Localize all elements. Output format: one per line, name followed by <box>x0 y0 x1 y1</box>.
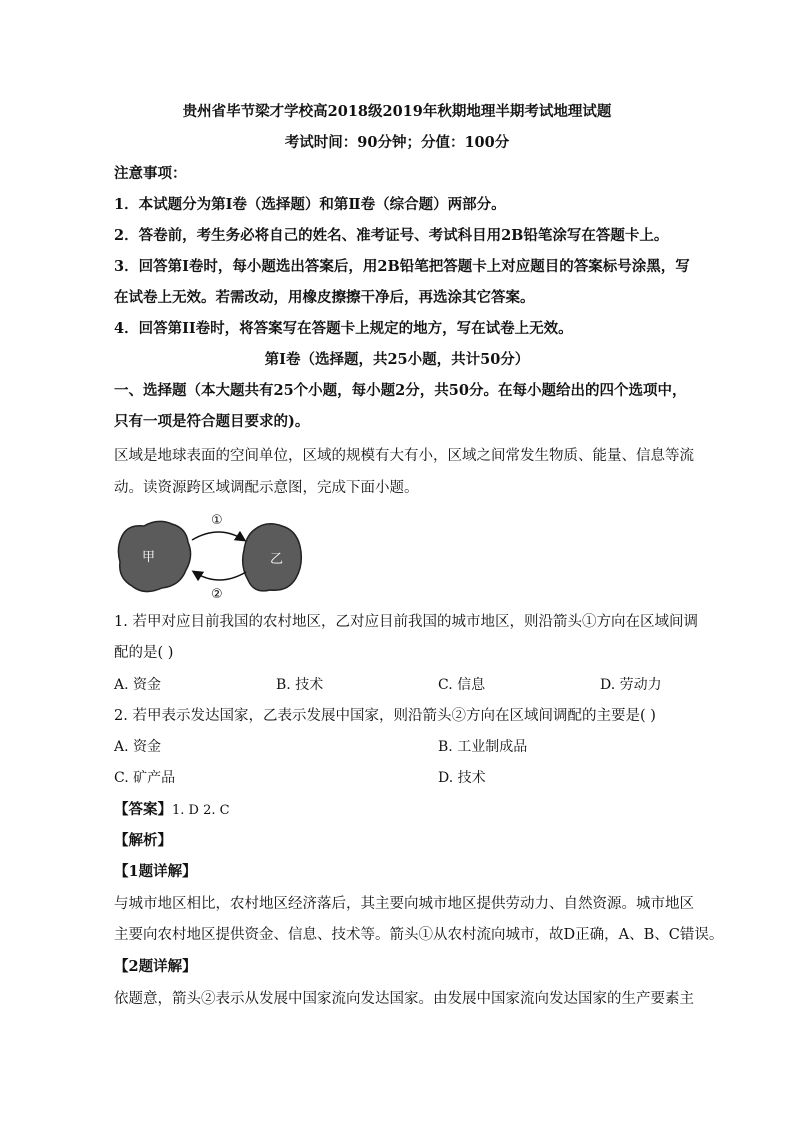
notes-heading: 注意事项： <box>114 165 187 182</box>
exam-subtitle: 考试时间：90分钟；分值：100分 <box>284 134 510 151</box>
arrow-1-label: ① <box>211 513 223 528</box>
question-2-option-c: C. 矿产品 <box>114 770 176 786</box>
intro-line-2: 动。读资源跨区域调配示意图，完成下面小题。 <box>114 480 419 496</box>
arrow-2 <box>194 572 246 580</box>
question-2-option-a: A. 资金 <box>114 739 162 755</box>
question-1-option-b: B. 技术 <box>276 677 324 693</box>
question-1-option-a: A. 资金 <box>114 677 162 693</box>
answer-label: 【答案】 <box>114 801 172 818</box>
section-heading-line-1: 一、选择题（本大题共有25个小题，每小题2分，共50分。在每小题给出的四个选项中， <box>114 382 687 399</box>
question-2-option-d: D. 技术 <box>438 770 486 786</box>
note-item-2: 2．答卷前，考生务必将自己的姓名、准考证号、考试科目用2B铅笔涂写在答题卡上。 <box>114 227 669 244</box>
answer-values: 1. D 2. C <box>172 803 230 818</box>
note-item-3-line-1: 3．回答第Ⅰ卷时，每小题选出答案后，用2B铅笔把答题卡上对应题目的答案标号涂黑，写 <box>114 258 690 275</box>
note-item-3-line-2: 在试卷上无效。若需改动，用橡皮擦擦干净后，再选涂其它答案。 <box>114 289 535 306</box>
note-item-1: 1．本试题分为第Ⅰ卷（选择题）和第Ⅱ卷（综合题）两部分。 <box>114 196 506 213</box>
analysis-label: 【解析】 <box>114 832 172 849</box>
arrow-2-label: ② <box>211 587 223 602</box>
section-title: 第Ⅰ卷（选择题，共25小题，共计50分） <box>264 351 530 368</box>
analysis-q1-label: 【1题详解】 <box>114 863 197 880</box>
note-item-4: 4．回答第II卷时，将答案写在答题卡上规定的地方，写在试卷上无效。 <box>114 320 573 337</box>
region-b-label: 乙 <box>270 552 284 567</box>
section-heading-line-2: 只有一项是符合题目要求的)。 <box>114 413 310 430</box>
analysis-q2-line-1: 依题意，箭头②表示从发展中国家流向发达国家。由发展中国家流向发达国家的生产要素主 <box>114 991 694 1007</box>
question-1-stem-line-2: 配的是( ) <box>114 645 174 661</box>
analysis-q1-line-1: 与城市地区相比，农村地区经济落后，其主要向城市地区提供劳动力、自然资源。城市地区 <box>114 896 694 912</box>
analysis-q2-label: 【2题详解】 <box>114 958 197 975</box>
question-2-option-b: B. 工业制成品 <box>438 739 528 755</box>
analysis-q1-line-2: 主要向农村地区提供资金、信息、技术等。箭头①从农村流向城市，故D正确，A、B、C错误。 <box>114 927 724 943</box>
resource-flow-diagram <box>114 510 306 602</box>
answer-row <box>114 800 230 821</box>
arrow-1 <box>192 532 244 540</box>
intro-line-1: 区域是地球表面的空间单位，区域的规模有大有小，区域之间常发生物质、能量、信息等流 <box>114 448 694 464</box>
question-1-option-c: C. 信息 <box>438 677 486 693</box>
question-1-stem-line-1: 1. 若甲对应目前我国的农村地区，乙对应目前我国的城市地区，则沿箭头①方向在区域间调 <box>114 614 698 630</box>
question-2-stem: 2. 若甲表示发达国家，乙表示发展中国家，则沿箭头②方向在区域间调配的主要是( ) <box>114 708 656 724</box>
exam-title: 贵州省毕节梁才学校高2018级2019年秋期地理半期考试地理试题 <box>182 103 612 120</box>
region-a-label: 甲 <box>142 550 156 565</box>
question-1-option-d: D. 劳动力 <box>600 677 662 693</box>
